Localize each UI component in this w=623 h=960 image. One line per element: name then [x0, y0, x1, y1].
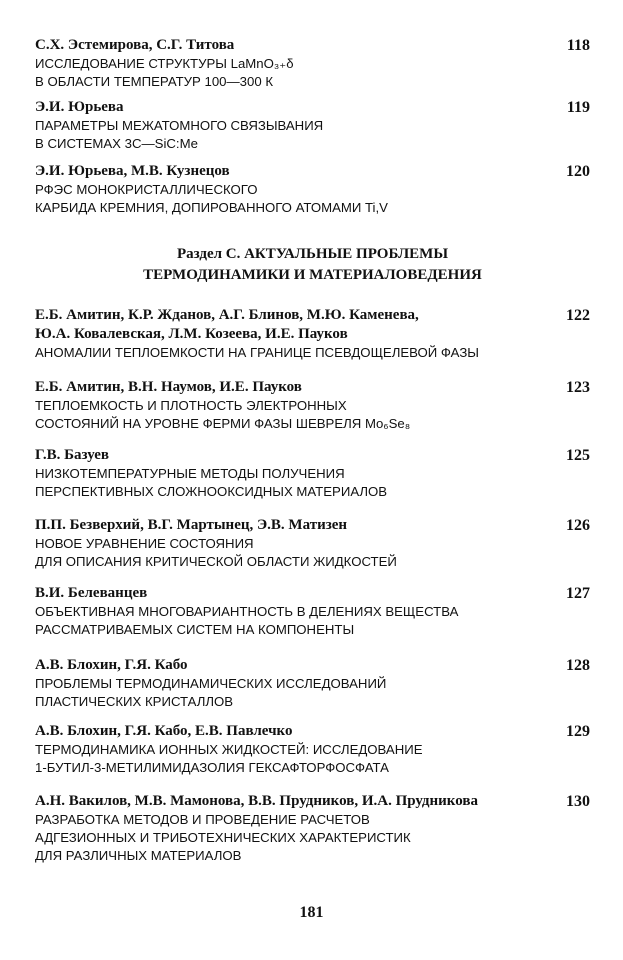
entry-title: НИЗКОТЕМПЕРАТУРНЫЕ МЕТОДЫ ПОЛУЧЕНИЯ	[35, 466, 345, 481]
entry-title: РФЭС МОНОКРИСТАЛЛИЧЕСКОГО	[35, 182, 258, 197]
toc-entry	[35, 446, 590, 501]
entry-title: РАЗРАБОТКА МЕТОДОВ И ПРОВЕДЕНИЕ РАСЧЕТОВ	[35, 812, 370, 827]
entry-title: В СИСТЕМАХ 3C—SiC:Me	[35, 136, 198, 151]
entry-page: 127	[566, 585, 590, 602]
entry-page: 130	[566, 793, 590, 810]
entry-title: ПЛАСТИЧЕСКИХ КРИСТАЛЛОВ	[35, 694, 234, 709]
entry-page: 119	[566, 99, 590, 116]
entry-title: ПАРАМЕТРЫ МЕЖАТОМНОГО СВЯЗЫВАНИЯ	[35, 118, 324, 133]
toc-entry	[35, 98, 590, 153]
entry-authors: Ю.А. Ковалевская, Л.М. Козеева, И.Е. Пауков	[35, 326, 348, 342]
entry-page: 120	[566, 163, 590, 180]
toc-entry	[35, 306, 590, 362]
toc-entry	[35, 36, 590, 91]
entry-title: ОБЪЕКТИВНАЯ МНОГОВАРИАНТНОСТЬ В ДЕЛЕНИЯХ ВЕЩЕСТВА	[35, 604, 459, 619]
entry-title: АНОМАЛИИ ТЕПЛОЕМКОСТИ НА ГРАНИЦЕ ПСЕВДОЩЕЛЕВОЙ ФАЗЫ	[35, 345, 479, 360]
entry-title: ДЛЯ РАЗЛИЧНЫХ МАТЕРИАЛОВ	[35, 848, 242, 863]
entry-page: 126	[566, 517, 590, 534]
entry-authors: А.В. Блохин, Г.Я. Кабо, Е.В. Павлечко	[35, 723, 293, 739]
toc-entry	[35, 656, 590, 711]
entry-title: ТЕРМОДИНАМИКА ИОННЫХ ЖИДКОСТЕЙ: ИССЛЕДОВАНИЕ	[35, 742, 423, 757]
section-heading	[35, 244, 590, 286]
toc-entry	[35, 378, 590, 433]
footer-page-number: 181	[299, 904, 324, 921]
section-heading-line: ТЕРМОДИНАМИКИ И МАТЕРИАЛОВЕДЕНИЯ	[143, 267, 482, 283]
entry-authors: А.Н. Вакилов, М.В. Мамонова, В.В. Прудников, И.А. Прудникова	[35, 793, 478, 809]
entry-authors: С.Х. Эстемирова, С.Г. Титова	[35, 37, 235, 53]
entry-authors: Э.И. Юрьева	[35, 99, 124, 115]
entry-page: 125	[566, 447, 590, 464]
entry-authors: Е.Б. Амитин, К.Р. Жданов, А.Г. Блинов, М.Ю. Каменева,	[35, 307, 419, 323]
entry-page: 123	[566, 379, 590, 396]
entry-page: 118	[566, 37, 590, 54]
entry-title: КАРБИДА КРЕМНИЯ, ДОПИРОВАННОГО АТОМАМИ Ti,V	[35, 200, 388, 215]
entry-title: НОВОЕ УРАВНЕНИЕ СОСТОЯНИЯ	[35, 536, 254, 551]
entry-page: 122	[566, 307, 590, 324]
toc-entry	[35, 162, 590, 217]
toc-entry	[35, 722, 590, 777]
entry-title: ДЛЯ ОПИСАНИЯ КРИТИЧЕСКОЙ ОБЛАСТИ ЖИДКОСТЕЙ	[35, 554, 397, 569]
entry-title: ПРОБЛЕМЫ ТЕРМОДИНАМИЧЕСКИХ ИССЛЕДОВАНИЙ	[35, 676, 387, 691]
entry-title: СОСТОЯНИЙ НА УРОВНЕ ФЕРМИ ФАЗЫ ШЕВРЕЛЯ Mo₆Se₈	[35, 416, 411, 431]
entry-title: РАССМАТРИВАЕМЫХ СИСТЕМ НА КОМПОНЕНТЫ	[35, 622, 355, 637]
entry-authors: Е.Б. Амитин, В.Н. Наумов, И.Е. Пауков	[35, 379, 302, 395]
entry-title: В ОБЛАСТИ ТЕМПЕРАТУР 100—300 К	[35, 74, 274, 89]
entry-authors: А.В. Блохин, Г.Я. Кабо	[35, 657, 188, 673]
toc-entry	[35, 792, 590, 865]
entry-title: 1-БУТИЛ-3-МЕТИЛИМИДАЗОЛИЯ ГЕКСАФТОРФОСФАТА	[35, 760, 389, 775]
entry-title: ПЕРСПЕКТИВНЫХ СЛОЖНООКСИДНЫХ МАТЕРИАЛОВ	[35, 484, 388, 499]
entry-authors: П.П. Безверхий, В.Г. Мартынец, Э.В. Матизен	[35, 517, 348, 533]
entry-authors: Г.В. Базуев	[35, 447, 110, 463]
entry-authors: Э.И. Юрьева, М.В. Кузнецов	[35, 163, 230, 179]
section-heading-line: Раздел С. АКТУАЛЬНЫЕ ПРОБЛЕМЫ	[176, 246, 449, 262]
toc-entry	[35, 584, 590, 639]
entry-authors: В.И. Белеванцев	[35, 585, 148, 601]
entry-title: ИССЛЕДОВАНИЕ СТРУКТУРЫ LaMnO₃₊δ	[35, 56, 294, 71]
toc-entry	[35, 516, 590, 571]
entry-page: 129	[566, 723, 590, 740]
entry-title: ТЕПЛОЕМКОСТЬ И ПЛОТНОСТЬ ЭЛЕКТРОННЫХ	[35, 398, 347, 413]
entry-title: АДГЕЗИОННЫХ И ТРИБОТЕХНИЧЕСКИХ ХАРАКТЕРИСТИК	[35, 830, 411, 845]
entry-page: 128	[566, 657, 590, 674]
